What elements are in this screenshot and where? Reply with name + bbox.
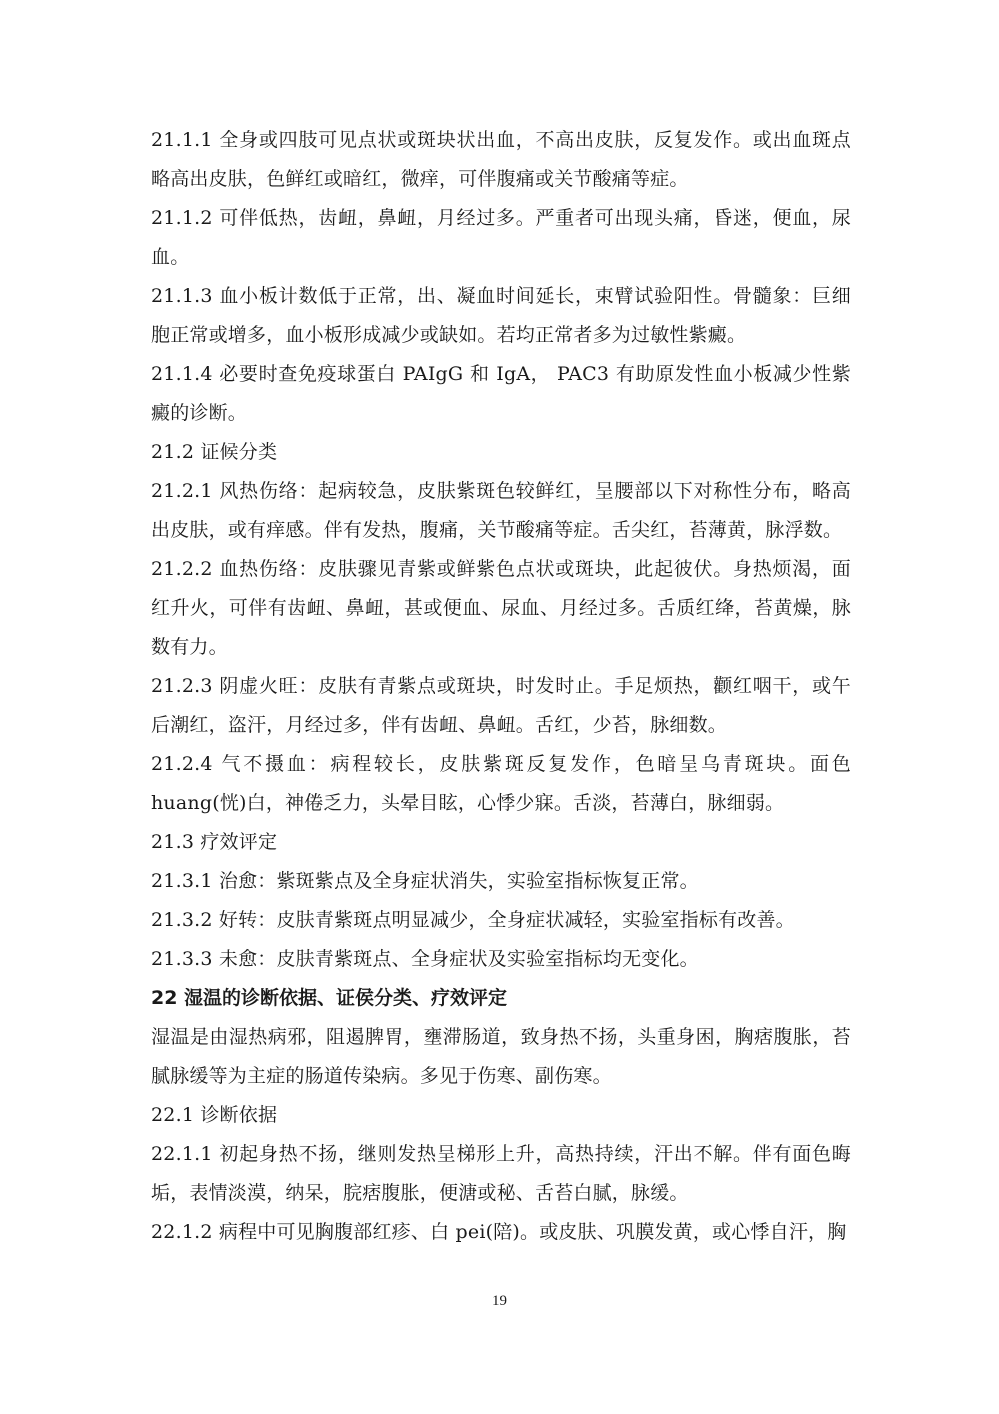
- section-21-2-title: 21.2 证候分类: [151, 441, 278, 463]
- paragraph-21-3-2: 21.3.2 好转：皮肤青紫斑点明显减少，全身症状减轻，实验室指标有改善。: [151, 909, 795, 931]
- section-22-1-title: 22.1 诊断依据: [151, 1104, 278, 1126]
- section-21-3-title: 21.3 疗效评定: [151, 831, 278, 853]
- paragraph-21-1-1: 21.1.1 全身或四肢可见点状或斑块状出血，不高出皮肤，反复发作。或出血斑点略高出皮肤，色鲜红或暗红，微痒，可伴腹痛或关节酸痛等症。: [151, 129, 851, 190]
- paragraph-22-intro: 湿温是由湿热病邪，阻遏脾胃，壅滞肠道，致身热不扬，头重身困，胸痞腹胀，苔腻脉缓等为主症的肠道传染病。多见于伤寒、副伤寒。: [151, 1026, 851, 1087]
- chapter-22-heading: 22 湿温的诊断依据、证侯分类、疗效评定: [151, 987, 508, 1009]
- paragraph-21-1-2: 21.1.2 可伴低热，齿衄，鼻衄，月经过多。严重者可出现头痛，昏迷，便血，尿血。: [151, 207, 851, 268]
- paragraph-21-3-3: 21.3.3 未愈：皮肤青紫斑点、全身症状及实验室指标均无变化。: [151, 948, 699, 970]
- paragraph-21-2-1: 21.2.1 风热伤络：起病较急，皮肤紫斑色较鲜红，呈腰部以下对称性分布，略高出皮肤，或有痒感。伴有发热，腹痛，关节酸痛等症。舌尖红，苔薄黄，脉浮数。: [151, 480, 851, 541]
- paragraph-22-1-1: 22.1.1 初起身热不扬，继则发热呈梯形上升，高热持续，汗出不解。伴有面色晦垢，表情淡漠，纳呆，脘痞腹胀，便溏或秘、舌苔白腻，脉缓。: [151, 1143, 851, 1204]
- page-content: [151, 121, 851, 1252]
- paragraph-21-2-3: 21.2.3 阴虚火旺：皮肤有青紫点或斑块，时发时止。手足烦热，颧红咽干，或午后潮红，盗汗，月经过多，伴有齿衄、鼻衄。舌红，少苔，脉细数。: [151, 675, 851, 736]
- paragraph-21-3-1: 21.3.1 治愈：紫斑紫点及全身症状消失，实验室指标恢复正常。: [151, 870, 699, 892]
- paragraph-22-1-2: 22.1.2 病程中可见胸腹部红疹、白 pei(陪)。或皮肤、巩膜发黄，或心悸自汗，胸: [151, 1221, 847, 1243]
- paragraph-21-1-3: 21.1.3 血小板计数低于正常，出、凝血时间延长，束臂试验阳性。骨髓象：巨细胞正常或增多，血小板形成减少或缺如。若均正常者多为过敏性紫癜。: [151, 285, 851, 346]
- paragraph-21-1-4: 21.1.4 必要时查免疫球蛋白 PAIgG 和 IgA， PAC3 有助原发性血小板减少性紫癜的诊断。: [151, 363, 851, 424]
- page-number: 19: [492, 1293, 507, 1309]
- paragraph-21-2-4: 21.2.4 气不摄血：病程较长，皮肤紫斑反复发作，色暗呈乌青斑块。面色 huang(恍)白，神倦乏力，头晕目眩，心悸少寐。舌淡，苔薄白，脉细弱。: [151, 753, 851, 814]
- paragraph-21-2-2: 21.2.2 血热伤络：皮肤骤见青紫或鲜紫色点状或斑块，此起彼伏。身热烦渴，面红升火，可伴有齿衄、鼻衄，甚或便血、尿血、月经过多。舌质红绛，苔黄燥，脉数有力。: [151, 558, 851, 658]
